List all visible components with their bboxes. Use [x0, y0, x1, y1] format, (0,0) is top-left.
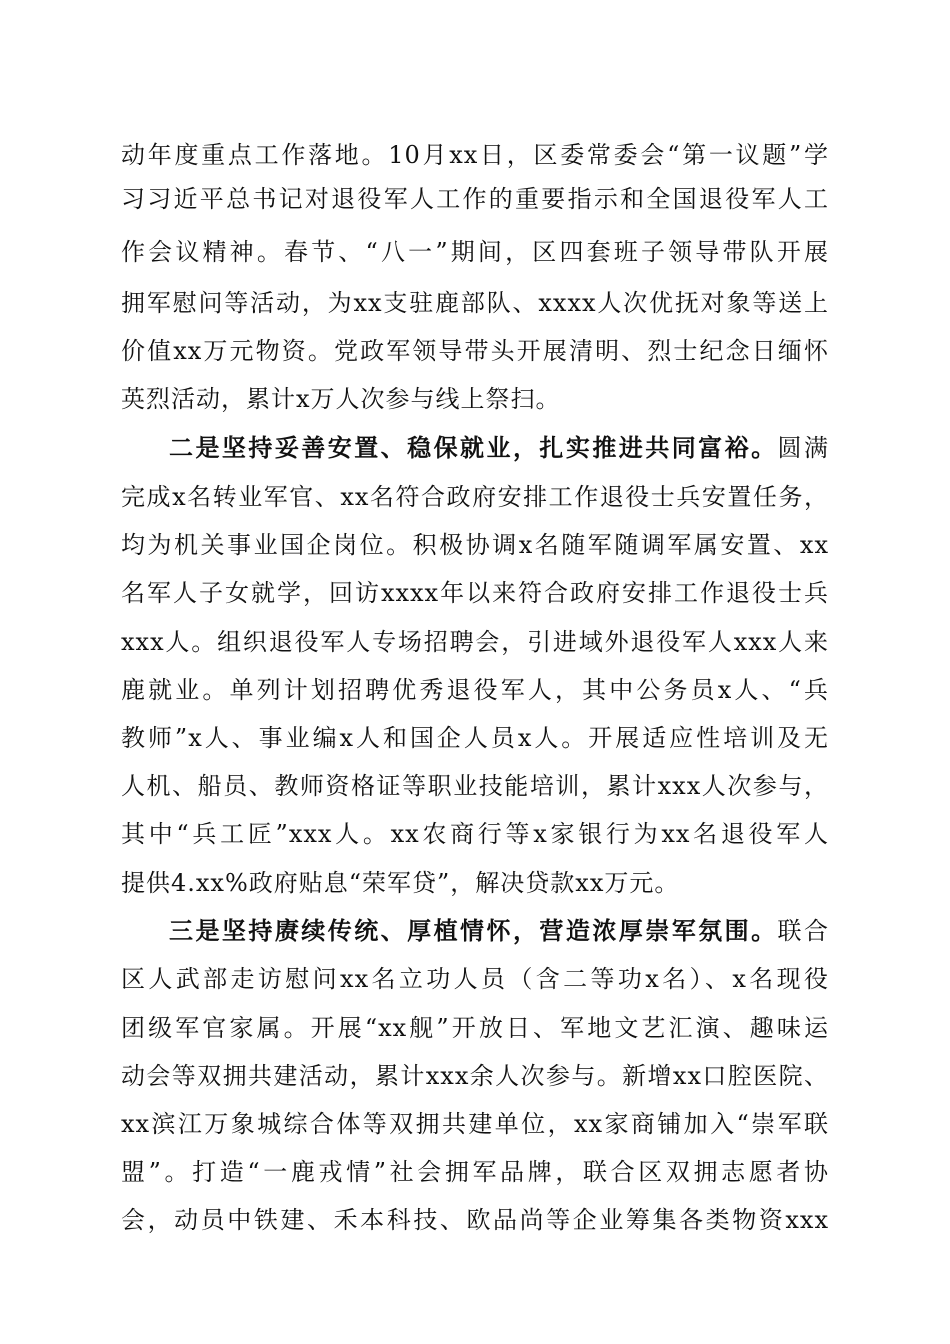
text-line-1: 动年度重点工作落地。10月xx日，区委常委会“第一议题”学 [121, 141, 829, 169]
paragraph-2-lead-text: 圆满 [777, 434, 830, 462]
paragraph-3-heading: 三是坚持赓续传统、厚植情怀，营造浓厚崇军氛围。 [169, 916, 778, 945]
paragraph-2-first-line [169, 426, 829, 470]
text-line-18: 区人武部走访慰问xx名立功人员（含二等功x名）、x名现役 [121, 965, 829, 993]
text-line-16: 提供4.xx%政府贴息“荣军贷”，解决贷款xx万元。 [121, 869, 680, 897]
text-line-15: 其中“兵工匠”xxx人。xx农商行等x家银行为xx名退役军人 [121, 820, 829, 848]
text-line-20: 动会等双拥共建活动，累计xxx余人次参与。新增xx口腔医院、 [121, 1062, 829, 1090]
text-line-8: 完成x名转业军官、xx名符合政府安排工作退役士兵安置任务， [121, 483, 829, 511]
text-line-6: 英烈活动，累计x万人次参与线上祭扫。 [121, 385, 561, 413]
text-line-12: 鹿就业。单列计划招聘优秀退役军人，其中公务员x人、“兵 [121, 676, 829, 704]
text-line-19: 团级军官家属。开展“xx舰”开放日、军地文艺汇演、趣味运 [121, 1014, 829, 1042]
text-line-11: xxx人。组织退役军人专场招聘会，引进域外退役军人xxx人来 [121, 628, 829, 656]
text-line-10: 名军人子女就学，回访xxxx年以来符合政府安排工作退役士兵 [121, 579, 829, 607]
text-line-21: xx滨江万象城综合体等双拥共建单位，xx家商铺加入“崇军联 [121, 1110, 829, 1138]
text-line-2: 习习近平总书记对退役军人工作的重要指示和全国退役军人工 [121, 185, 829, 213]
text-line-5: 价值xx万元物资。党政军领导带头开展清明、烈士纪念日缅怀 [121, 337, 829, 365]
text-line-3: 作会议精神。春节、“八一”期间，区四套班子领导带队开展 [121, 238, 829, 266]
text-line-14: 人机、船员、教师资格证等职业技能培训，累计xxx人次参与， [121, 772, 829, 800]
paragraph-3-lead-text: 联合 [777, 917, 830, 945]
paragraph-3-first-line [169, 909, 829, 953]
text-line-23: 会，动员中铁建、禾本科技、欧品尚等企业筹集各类物资xxx [121, 1206, 829, 1234]
text-line-9: 均为机关事业国企岗位。积极协调x名随军随调军属安置、xx [121, 531, 829, 559]
text-line-22: 盟”。打造“一鹿戎情”社会拥军品牌，联合区双拥志愿者协 [121, 1158, 829, 1186]
text-line-13: 教师”x人、事业编x人和国企人员x人。开展适应性培训及无 [121, 724, 829, 752]
paragraph-2-heading: 二是坚持妥善安置、稳保就业，扎实推进共同富裕。 [169, 433, 778, 462]
text-line-4: 拥军慰问等活动，为xx支驻鹿部队、xxxx人次优抚对象等送上 [121, 289, 829, 317]
